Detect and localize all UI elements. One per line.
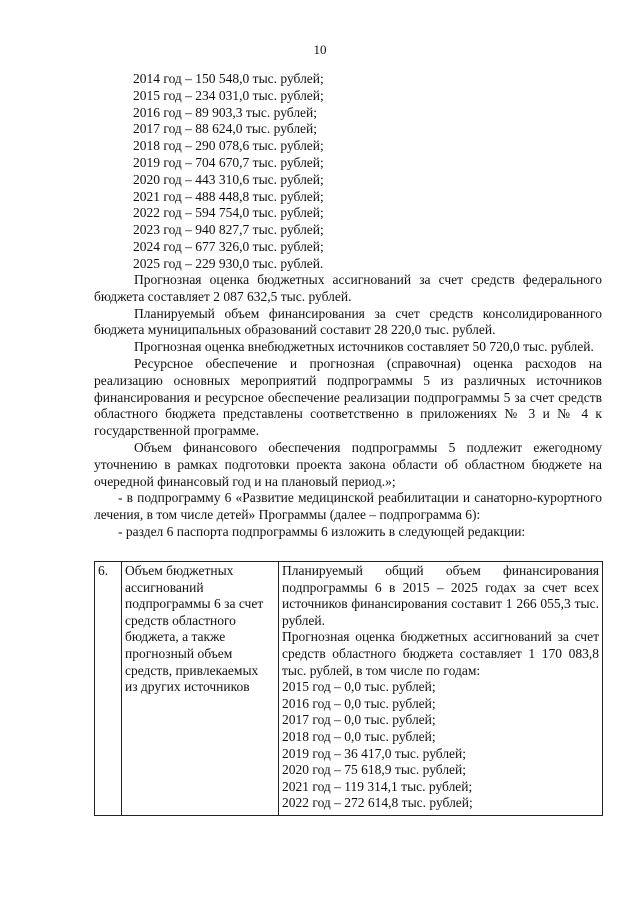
year-line: 2015 год – 234 031,0 тыс. рублей; [133,87,324,103]
cell-year-line: 2015 год – 0,0 тыс. рублей; [282,679,436,695]
label-line: прогнозный объем [125,645,233,661]
page-number: 10 [313,42,327,57]
cell-year-line: 2017 год – 0,0 тыс. рублей; [282,712,436,728]
cell-year-line: 2022 год – 272 614,8 тыс. рублей; [282,795,473,811]
cell-year-line: 2016 год – 0,0 тыс. рублей; [282,695,436,711]
label-line: из других источников [125,679,250,695]
paragraph-federal-budget: Прогнозная оценка бюджетных ассигнований за счет средств федерального бюджета составляет 2 087 632,5 тыс. рублей. [94,272,602,304]
label-line: подпрограммы 6 за счет [125,596,264,612]
paragraph-extrabudgetary: Прогнозная оценка внебюджетных источников составляет 50 720,0 тыс. рублей. [134,339,594,355]
cell-year-line: 2018 год – 0,0 тыс. рублей; [282,728,436,744]
subprogram-passport-table [94,561,603,816]
year-line: 2022 год – 594 754,0 тыс. рублей; [133,205,324,221]
cell-year-line: 2020 год – 75 618,9 тыс. рублей; [282,762,467,778]
paragraph-resource-provision: Ресурсное обеспечение и прогнозная (справочная) оценка расходов на реализацию основных мероприятий подпрограммы 5 из различных источников финансирования и ресурсное обеспечение реализации подпрограммы 5 за счет средств областного бюджета представлены соответственно в приложениях № 3 и № 4 к государственной программе. [94,355,602,439]
year-line: 2019 год – 704 670,7 тыс. рублей; [133,154,324,170]
year-line: 2018 год – 290 078,6 тыс. рублей; [133,138,324,154]
content-cell [279,562,603,816]
year-line: 2024 год – 677 326,0 тыс. рублей; [133,238,324,254]
year-line: 2016 год – 89 903,3 тыс. рублей; [133,104,318,120]
paragraph-municipal-budget: Планируемый объем финансирования за счет средств консолидированного бюджета муниципальных образований составит 28 220,0 тыс. рублей. [94,305,602,338]
year-line: 2021 год – 488 448,8 тыс. рублей; [133,188,324,204]
cell-year-line: 2019 год – 36 417,0 тыс. рублей; [282,745,467,761]
paragraph-subprogram-6: - в подпрограмму 6 «Развитие медицинской реабилитации и санаторно-курортного лечения, в том числе детей» Программы (далее – подпрограмма 6): [94,490,602,523]
paragraph-section-6: - раздел 6 паспорта подпрограммы 6 изложить в следующей редакции: [118,523,526,539]
total-financing-text: Планируемый общий объем финансирования подпрограммы 6 в 2015 – 2025 годах за счет всех источников финансирования составит 1 266 055,3 тыс. рублей. [282,563,599,628]
funding-by-year-list [133,71,324,273]
cell-year-line: 2021 год – 119 314,1 тыс. рублей; [282,778,473,794]
regional-budget-estimate-text: Прогнозная оценка бюджетных ассигнований за счет средств областного бюджета составляет 1 170 083,8 тыс. рублей, в том числе по годам: [282,629,599,678]
year-line: 2014 год – 150 548,0 тыс. рублей; [133,71,324,86]
label-line: средств, привлекаемых [125,662,259,678]
label-line: средств областного [125,612,236,628]
row-number-cell: 6. [95,562,122,816]
year-line: 2023 год – 940 827,7 тыс. рублей; [133,222,324,238]
table-row [95,562,603,816]
label-line: бюджета, а также [125,629,226,645]
year-line: 2017 год – 88 624,0 тыс. рублей; [133,121,318,137]
year-line: 2020 год – 443 310,6 тыс. рублей; [133,171,324,187]
year-line: 2025 год – 229 930,0 тыс. рублей. [133,255,324,271]
label-line: Объем бюджетных [125,563,234,578]
paragraph-annual-adjustment: Объем финансового обеспечения подпрограммы 5 подлежит ежегодному уточнению в рамках подготовки проекта закона области об областном бюджете на очередной финансовый год и на плановый период.»; [94,439,602,489]
label-line: ассигнований [125,579,204,595]
label-cell [122,562,279,816]
body-text [94,272,602,541]
